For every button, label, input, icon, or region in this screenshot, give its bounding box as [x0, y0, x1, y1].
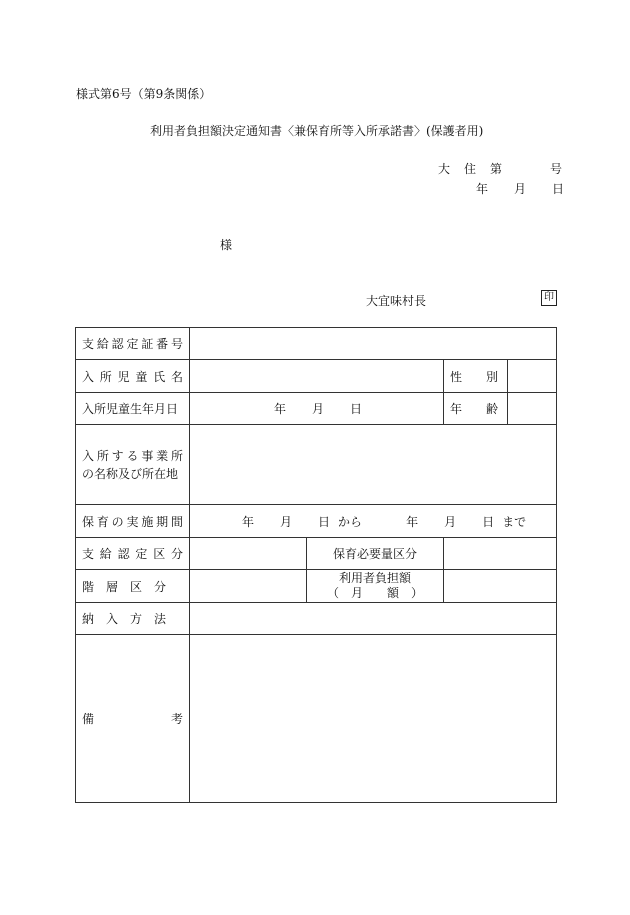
label-period: 保 育 の 実 施 期 間	[76, 505, 190, 538]
number-char-1: 大	[438, 162, 451, 176]
value-cert-number[interactable]	[190, 328, 557, 360]
notice-table	[75, 327, 557, 803]
value-remarks[interactable]	[190, 635, 557, 803]
label-need-class: 保育必要量区分	[307, 538, 444, 570]
period-end-day: 日	[482, 514, 495, 529]
value-tier[interactable]	[190, 570, 307, 603]
row-period	[76, 505, 557, 538]
date-month: 月	[514, 182, 527, 196]
number-char-3: 第	[490, 162, 503, 176]
row-tier	[76, 570, 557, 603]
value-cert-class[interactable]	[190, 538, 307, 570]
birth-year: 年	[274, 402, 287, 416]
document-number-line	[438, 160, 562, 177]
fee-label-line2: （ 月 額 ）	[326, 586, 423, 600]
date-day: 日	[552, 182, 565, 196]
value-fee[interactable]	[444, 570, 557, 603]
row-facility	[76, 425, 557, 505]
value-gender[interactable]	[508, 360, 557, 393]
label-tier: 階 層 区 分	[76, 570, 190, 603]
period-start-month: 月	[280, 514, 293, 529]
value-need-class[interactable]	[444, 538, 557, 570]
label-payment: 納 入 方 法	[76, 603, 190, 635]
value-age[interactable]	[508, 393, 557, 425]
document-title: 利用者負担額決定通知書〈兼保育所等入所承諾書〉(保護者用)	[150, 124, 484, 138]
label-cert-class: 支 給 認 定 区 分	[76, 538, 190, 570]
row-remarks	[76, 635, 557, 803]
period-from: から	[338, 514, 363, 529]
row-payment	[76, 603, 557, 635]
seal-mark: 印	[541, 290, 557, 306]
label-age: 年 齢	[444, 393, 508, 425]
recipient-honorific: 様	[220, 238, 233, 252]
row-cert-class	[76, 538, 557, 570]
birth-month: 月	[312, 402, 325, 416]
issuer-name: 大宜味村長	[366, 294, 427, 308]
label-gender: 性 別	[444, 360, 508, 393]
period-start-day: 日	[318, 514, 331, 529]
period-end-month: 月	[444, 514, 457, 529]
period-end-year: 年	[406, 514, 419, 529]
value-birthdate[interactable]	[190, 393, 444, 425]
birth-day: 日	[350, 402, 363, 416]
document-date-line	[476, 180, 564, 197]
date-year: 年	[476, 182, 489, 196]
form-number: 様式第6号（第9条関係）	[76, 87, 212, 101]
value-facility[interactable]	[190, 425, 557, 505]
value-child-name[interactable]	[190, 360, 444, 393]
label-facility: 入 所 す る 事 業 所 の名称及び所在地	[76, 425, 190, 505]
label-cert-number: 支 給 認 定 証 番 号	[76, 328, 190, 360]
row-child-name	[76, 360, 557, 393]
remarks-char-2: 考	[170, 712, 183, 726]
value-payment[interactable]	[190, 603, 557, 635]
row-cert-number	[76, 328, 557, 360]
period-until: まで	[502, 514, 527, 529]
label-birthdate: 入所児童生年月日	[76, 393, 190, 425]
row-birthdate	[76, 393, 557, 425]
label-remarks	[76, 635, 190, 803]
value-period[interactable]	[190, 505, 557, 538]
label-child-name: 入 所 児 童 氏 名	[76, 360, 190, 393]
remarks-char-1: 備	[82, 712, 95, 726]
number-char-4: 号	[550, 162, 563, 176]
fee-label-line1: 利用者負担額	[338, 571, 411, 585]
period-start-year: 年	[242, 514, 255, 529]
number-char-2: 住	[464, 162, 477, 176]
label-fee	[307, 570, 444, 603]
